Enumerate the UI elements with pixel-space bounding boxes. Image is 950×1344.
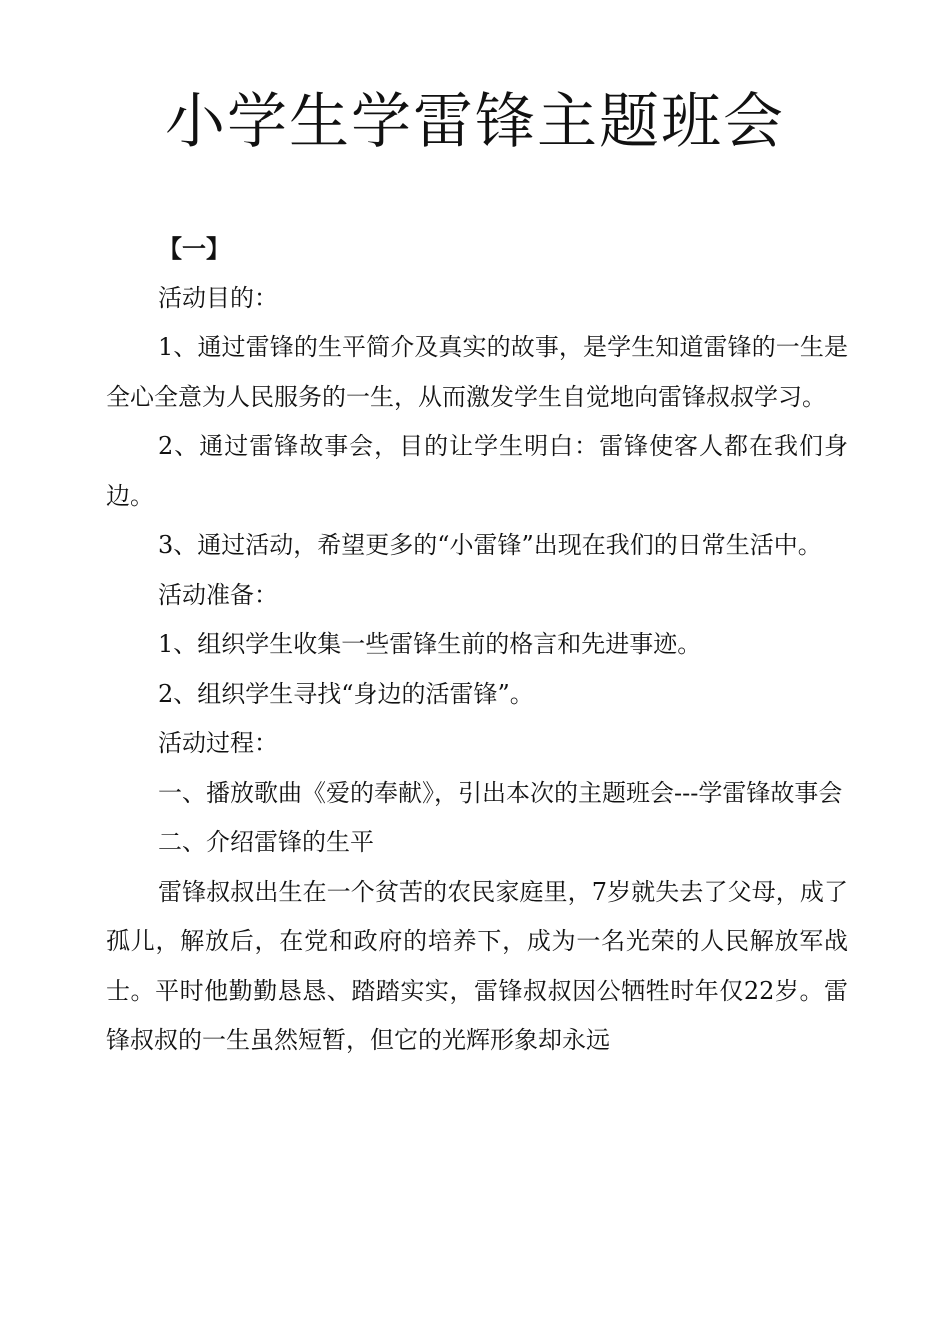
paragraph: 3、通过活动，希望更多的“小雷锋”出现在我们的日常生活中。 <box>158 531 822 559</box>
paragraph: 活动目的： <box>158 283 278 312</box>
paragraph: 活动过程： <box>158 729 278 757</box>
document-title: 小学生学雷锋主题班会 <box>165 87 785 157</box>
paragraph: 2、组织学生寻找“身边的活雷锋”。 <box>158 679 534 708</box>
paragraph: 雷锋叔叔出生在一个贫苦的农民家庭里，7岁就失去了父母，成了孤儿，解放后，在党和政府的培养下，成为一名光荣的人民解放军战士。平时他勤勤恳恳、踏踏实实，雷锋叔叔因公牺牲时年仅22岁。雷锋叔叔的一生虽然短暂，但它的光辉形象却永远 <box>106 877 848 1054</box>
paragraph: 一、播放歌曲《爱的奉献》，引出本次的主题班会---学雷锋故事会 <box>158 778 843 807</box>
document-body <box>106 224 848 1066</box>
paragraph: 1、通过雷锋的生平简介及真实的故事，是学生知道雷锋的一生是全心全意为人民服务的一生，从而激发学生自觉地向雷锋叔叔学习。 <box>106 333 848 411</box>
paragraph: 2、通过雷锋故事会，目的让学生明白：雷锋使客人都在我们身边。 <box>106 432 848 510</box>
paragraph: 活动准备： <box>158 580 278 609</box>
paragraph: 二、介绍雷锋的生平 <box>158 828 374 856</box>
section-marker: 【一】 <box>158 234 230 263</box>
paragraph: 1、组织学生收集一些雷锋生前的格言和先进事迹。 <box>158 630 702 658</box>
